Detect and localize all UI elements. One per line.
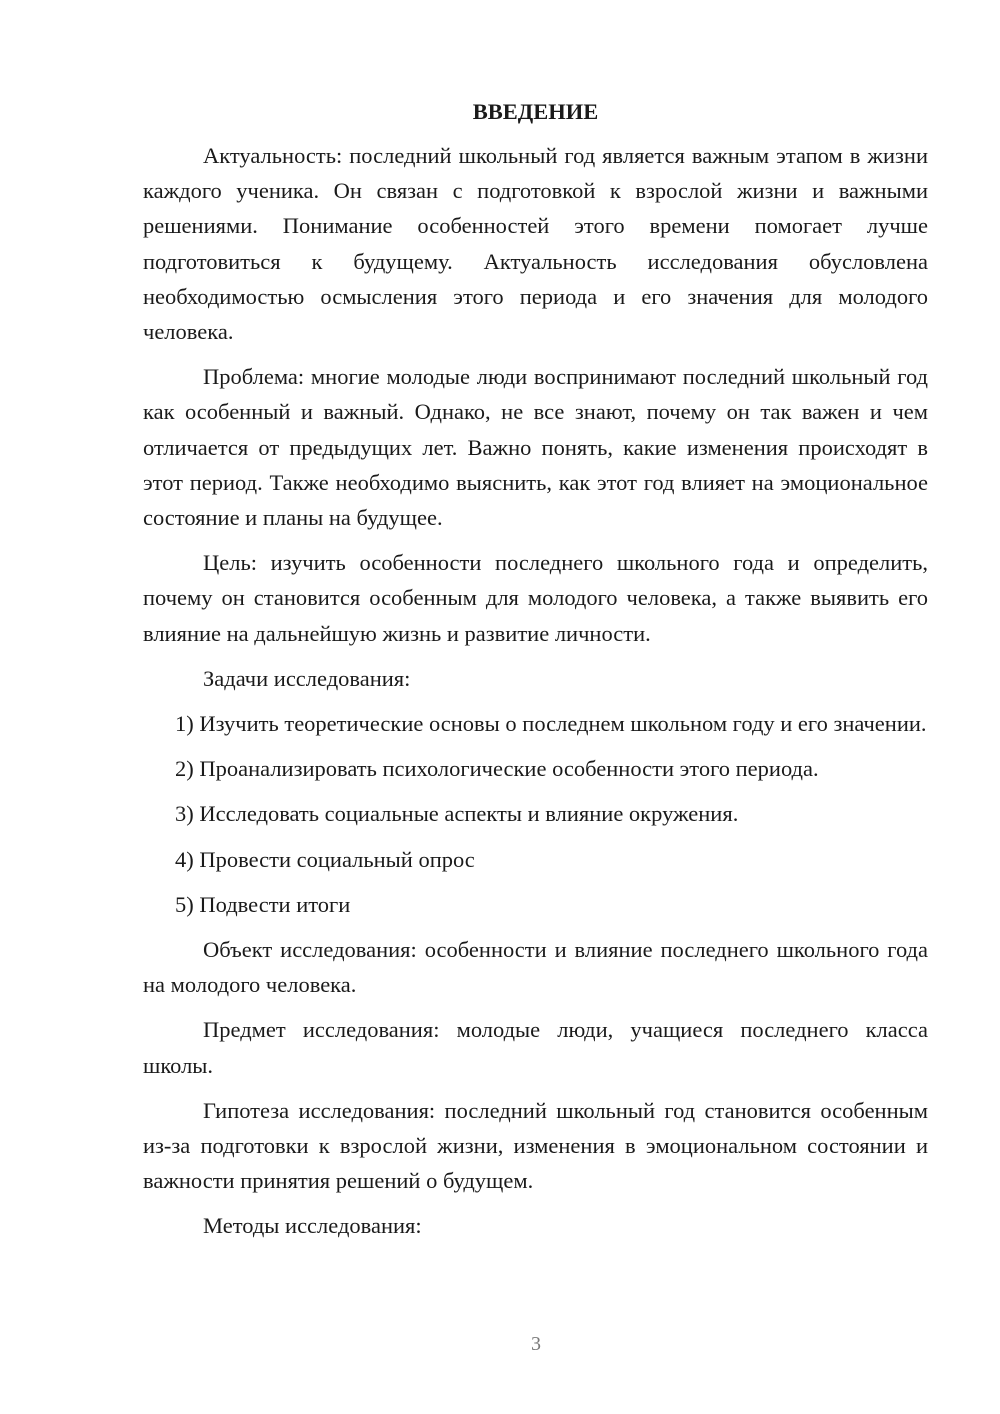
task-item-1: 1) Изучить теоретические основы о последнем школьном году и его значении.: [175, 711, 927, 737]
task-item-3: 3) Исследовать социальные аспекты и влияние окружения.: [175, 801, 739, 827]
task-item-4: 4) Провести социальный опрос: [175, 846, 475, 872]
document-title: ВВЕДЕНИЕ: [472, 99, 599, 124]
task-item-2: 2) Проанализировать психологические особенности этого периода.: [175, 756, 819, 782]
problem-paragraph: Проблема: многие молодые люди воспринимают последний школьный год как особенный и важный. Однако, не все знают, почему он так важен и чем отличается от предыдущих лет. Важно понять, какие изменения происходят в этот период. Также необходимо выяснить, как этот год влияет на эмоциональное состояние и планы на будущее.: [143, 364, 928, 531]
goal-paragraph: Цель: изучить особенности последнего школьного года и определить, почему он становится особенным для молодого человека, а также выявить его влияние на дальнейшую жизнь и развитие личности.: [143, 550, 928, 646]
document-body: [143, 96, 928, 1254]
hypothesis-paragraph: Гипотеза исследования: последний школьный год становится особенным из-за подготовки к взрослой жизни, изменения в эмоциональном состоянии и важности принятия решений о будущем.: [143, 1097, 928, 1194]
subject-paragraph: Предмет исследования: молодые люди, учащиеся последнего класса школы.: [143, 1017, 928, 1078]
methods-heading: Методы исследования:: [203, 1213, 422, 1239]
task-item-5: 5) Подвести итоги: [175, 891, 351, 917]
object-paragraph: Объект исследования: особенности и влияние последнего школьного года на молодого человека.: [143, 937, 928, 998]
tasks-heading: Задачи исследования:: [203, 665, 411, 691]
relevance-paragraph: Актуальность: последний школьный год является важным этапом в жизни каждого ученика. Он связан с подготовкой к взрослой жизни и важными решениями. Понимание особенностей этого времени помогает лучше подготовиться к будущему. Актуальность исследования обусловлена необходимостью осмысления этого периода и его значения для молодого человека.: [143, 143, 928, 345]
page-number: 3: [531, 1333, 541, 1355]
